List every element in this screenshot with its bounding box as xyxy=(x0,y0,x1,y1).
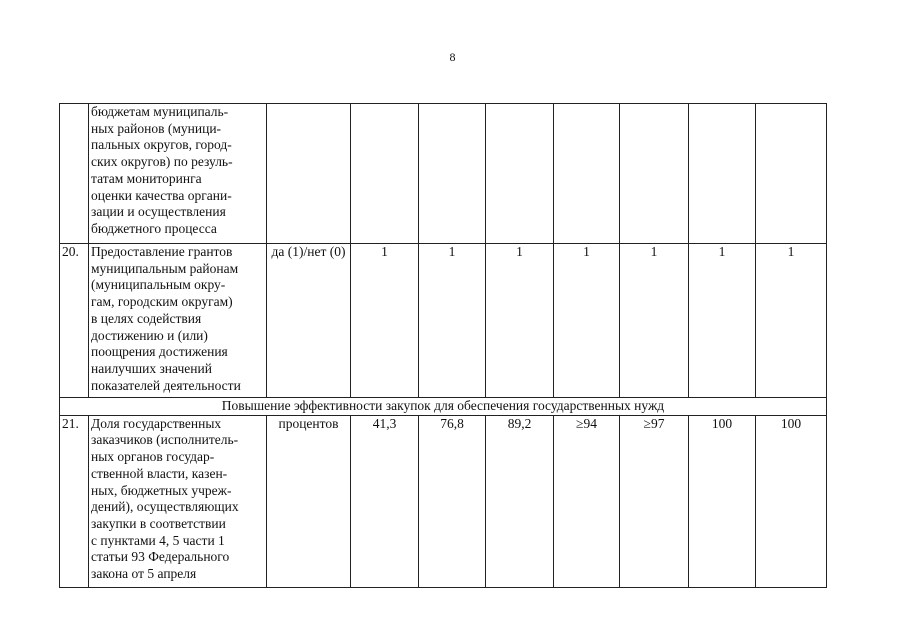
table-row xyxy=(60,104,827,244)
page-number: 8 xyxy=(449,50,456,64)
value-cell: 76,8 xyxy=(419,415,486,587)
value-cell: ≥94 xyxy=(554,415,620,587)
indicator-name-line: ственной власти, казен- xyxy=(91,465,228,481)
indicator-name-line: закона от 5 апреля xyxy=(91,566,197,582)
indicator-name-line: ных, бюджетных учреж- xyxy=(91,482,232,498)
unit-cell: процентов xyxy=(267,415,351,587)
indicator-name-line: гам, городским округам) xyxy=(91,294,233,310)
indicator-name-line: бюджетам муниципаль- xyxy=(91,104,229,119)
indicator-name xyxy=(89,104,267,244)
indicator-name-line: дений), осуществляющих xyxy=(91,499,239,515)
row-number: 21. xyxy=(60,415,89,587)
indicator-name-line: ных органов государ- xyxy=(91,449,215,465)
indicator-name-line: ных районов (муници- xyxy=(91,120,222,136)
value-cell xyxy=(689,104,756,244)
indicator-name-line: оценки качества органи- xyxy=(91,187,232,203)
table-row xyxy=(60,244,827,398)
indicator-name-line: статьи 93 Федерального xyxy=(91,549,230,565)
indicator-name-line: пальных округов, город- xyxy=(91,137,232,153)
row-number: 20. xyxy=(60,244,89,398)
indicator-name-line: муниципальным районам xyxy=(91,260,239,276)
indicator-name-line: ских округов) по резуль- xyxy=(91,154,233,170)
value-cell xyxy=(554,104,620,244)
table-row xyxy=(60,415,827,587)
section-title: Повышение эффективности закупок для обеспечения государственных нужд xyxy=(60,398,827,416)
indicators-table xyxy=(59,103,827,588)
value-cell xyxy=(486,104,554,244)
value-cell: 89,2 xyxy=(486,415,554,587)
value-cell: 41,3 xyxy=(351,415,419,587)
indicator-name-line: татам мониторинга xyxy=(91,170,202,186)
section-header-row xyxy=(60,398,827,416)
value-cell xyxy=(620,104,689,244)
value-cell: 100 xyxy=(756,415,827,587)
value-cell: 1 xyxy=(486,244,554,398)
value-cell: ≥97 xyxy=(620,415,689,587)
unit-cell: да (1)/нет (0) xyxy=(267,244,351,398)
indicator-name xyxy=(89,244,267,398)
value-cell: 1 xyxy=(351,244,419,398)
value-cell xyxy=(756,104,827,244)
indicator-name-line: показателей деятельности xyxy=(91,377,241,393)
value-cell: 1 xyxy=(756,244,827,398)
indicator-name-line: с пунктами 4, 5 части 1 xyxy=(91,532,225,548)
indicator-name-line: зации и осуществления xyxy=(91,204,226,220)
indicator-name-line: в целях содействия xyxy=(91,310,202,326)
value-cell: 1 xyxy=(620,244,689,398)
indicator-name-line: заказчиков (исполнитель- xyxy=(91,432,239,448)
indicator-name-line: (муниципальным окру- xyxy=(91,277,226,293)
value-cell: 1 xyxy=(419,244,486,398)
indicator-name-line: бюджетного процесса xyxy=(91,220,217,236)
indicator-name-line: наилучших значений xyxy=(91,360,212,376)
value-cell: 100 xyxy=(689,415,756,587)
indicator-name-line: Предоставление грантов xyxy=(91,244,233,259)
indicator-name xyxy=(89,415,267,587)
indicator-name-line: поощрения достижения xyxy=(91,344,228,360)
value-cell xyxy=(419,104,486,244)
row-number xyxy=(60,104,89,244)
unit-cell xyxy=(267,104,351,244)
indicator-name-line: Доля государственных xyxy=(91,415,222,431)
value-cell xyxy=(351,104,419,244)
value-cell: 1 xyxy=(554,244,620,398)
indicator-name-line: достижению и (или) xyxy=(91,327,208,343)
indicator-name-line: закупки в соответствии xyxy=(91,515,226,531)
value-cell: 1 xyxy=(689,244,756,398)
